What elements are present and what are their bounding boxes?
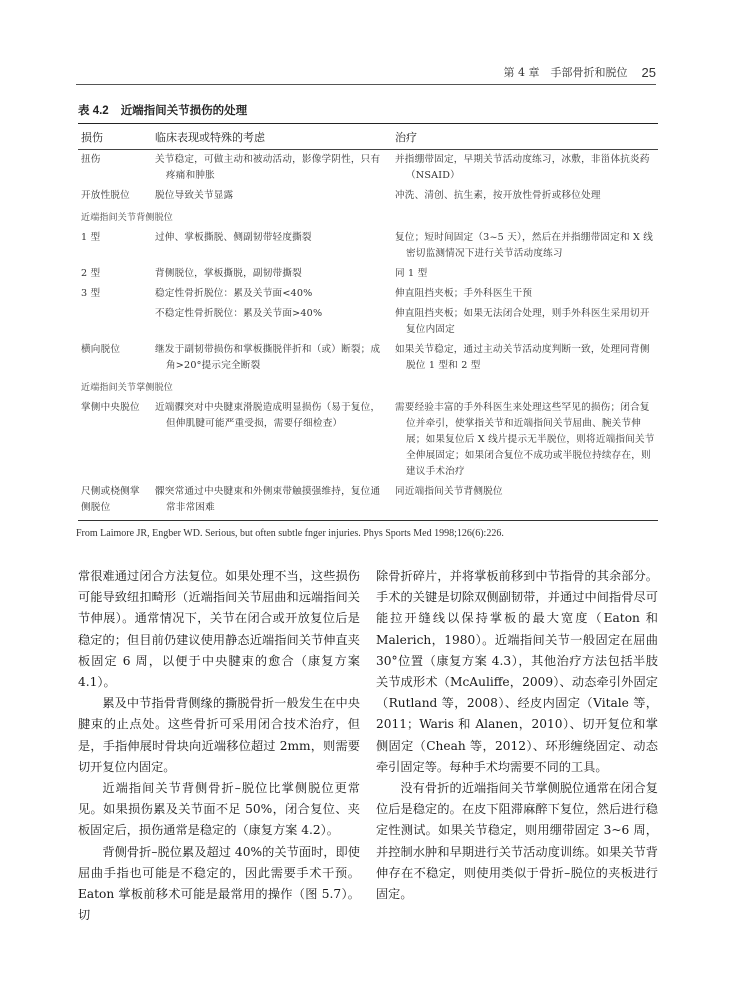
injury-cell: 扭伤 (81, 154, 101, 165)
clinical-cell: 背侧脱位，掌板撕脱，副韧带撕裂 (155, 268, 302, 279)
table-row (78, 228, 658, 264)
injury-cell: 横向脱位 (81, 344, 121, 355)
table-row (78, 340, 658, 376)
table-row (78, 398, 658, 482)
clinical-cell: 脱位导致关节显露 (155, 190, 234, 201)
paragraph: 背侧骨折–脱位累及超过 40%的关节面时，即使屈曲手指也可能是不稳定的，因此需要手术干预。Eaton 掌板前移术可能是最常用的操作（图 5.7）。切 (78, 844, 360, 923)
table-title: 近端指间关节损伤的处理 (120, 105, 248, 117)
table-body (78, 150, 658, 521)
table-row (78, 304, 658, 340)
column-header-injury: 损伤 (78, 124, 152, 150)
paragraph: 没有骨折的近端指间关节掌侧脱位通常在闭合复位后是稳定的。在皮下阻滞麻醉下复位，然后进行稳定性测试。如果关节稳定，则用绷带固定 3~6 周，并控制水肿和早期进行关节活动度训练。如果关节背伸存在不稳定，则使用类似于骨折–脱位的夹板进行固定。 (376, 781, 658, 902)
paragraph: 常很难通过闭合方法复位。如果处理不当，这些损伤可能导致纽扣畸形（近端指间关节屈曲和远端指间关节伸展）。通常情况下，关节在闭合或开放复位后是稳定的；但目前仍建议使用静态近端指间关节伸直夹板固定 6 周，以便于中央腱束的愈合（康复方案 4.1）。 (78, 569, 360, 690)
table-row (78, 186, 658, 206)
clinical-cell: 髁突常通过中央腱束和外侧束带触摸强维持，复位通常非常困难 (152, 482, 392, 521)
table-row (78, 150, 658, 187)
injury-cell: 3 型 (81, 288, 101, 299)
treatment-cell: 同 1 型 (395, 268, 428, 279)
table-source-note: From Laimore JR, Engber WD. Serious, but often subtle fnger injuries. Phys Sports Med 1998;126(6):226. (76, 528, 504, 539)
table-label: 表 4.2 (78, 105, 109, 117)
table-section-row (78, 376, 658, 398)
section-label: 近端指间关节掌侧脱位 (81, 383, 174, 393)
header-rule (76, 84, 656, 85)
table-row (78, 284, 658, 304)
treatment-cell: 冲洗、清创、抗生素，按开放性骨折或移位处理 (395, 190, 601, 201)
body-column-right (376, 566, 658, 905)
treatment-cell: 同近端指间关节背侧脱位 (392, 482, 658, 521)
body-column-left (78, 566, 360, 926)
paragraph: 累及中节指骨背侧缘的撕脱骨折一般发生在中央腱束的止点处。这些骨折可采用闭合技术治疗，但是，手指伸展时骨块向近端移位超过 2mm，则需要切开复位内固定。 (78, 696, 360, 774)
treatment-cell: 伸直阻挡夹板；如果无法闭合处理，则手外科医生采用切开复位内固定 (395, 308, 650, 335)
injury-cell: 2 型 (81, 268, 101, 279)
clinical-cell: 继发于副韧带损伤和掌板撕脱伴折和（或）断裂；成角>20°提示完全断裂 (155, 344, 381, 371)
chapter-title: 第 4 章 手部骨折和脱位 (503, 66, 628, 79)
treatment-cell: 并指绷带固定，早期关节活动度练习，冰敷，非甾体抗炎药（NSAID） (395, 154, 650, 181)
injury-cell: 尺侧或桡侧掌侧脱位 (78, 482, 152, 521)
clinical-cell: 关节稳定，可做主动和被动活动，影像学阴性，只有疼痛和肿胀 (155, 154, 381, 181)
injury-cell (78, 304, 152, 340)
column-header-treatment: 治疗 (392, 124, 658, 150)
treatment-cell: 如果关节稳定，通过主动关节活动度判断一致，处理同背侧脱位 1 型和 2 型 (395, 344, 650, 371)
treatment-cell: 复位；短时间固定（3~5 天），然后在并指绷带固定和 X 线密切监测情况下进行关节活动度练习 (395, 232, 654, 259)
table-row (78, 482, 658, 521)
clinical-cell: 稳定性骨折脱位：累及关节面<40% (155, 288, 313, 299)
table-caption (78, 102, 247, 118)
section-label: 近端指间关节背侧脱位 (81, 213, 174, 223)
injury-cell: 1 型 (81, 232, 101, 243)
column-header-clinical: 临床表现或特殊的考虑 (152, 124, 392, 150)
page-number: 25 (641, 64, 656, 80)
injury-table (78, 123, 658, 521)
treatment-cell: 伸直阻挡夹板；手外科医生干预 (395, 288, 533, 299)
clinical-cell: 近端髁突对中央腱束滑脱造成明显损伤（易于复位，但伸肌腱可能严重受损，需要仔细检查） (155, 402, 381, 429)
clinical-cell: 过伸、掌板撕脱、侧副韧带轻度撕裂 (155, 232, 312, 243)
treatment-cell: 需要经验丰富的手外科医生来处理这些罕见的损伤；闭合复位并牵引，使掌指关节和近端指间关节屈曲、腕关节伸展；如果复位后 X 线片提示无半脱位，则将近端指间关节全伸展固定；如果闭合复位不成功或半脱位持续存在，则建议手术治疗 (395, 402, 655, 477)
table-header-row (78, 124, 658, 150)
injury-cell: 掌侧中央脱位 (81, 402, 140, 413)
running-header (76, 62, 656, 82)
table-row (78, 264, 658, 284)
injury-cell: 开放性脱位 (81, 190, 130, 201)
paragraph: 除骨折碎片，并将掌板前移到中节指骨的其余部分。手术的关键是切除双侧副韧带，并通过中间指骨尽可能拉开缝线以保持掌板的最大宽度（Eaton 和 Malerich，1980）。近端指间关节一般固定在屈曲 30°位置（康复方案 4.3），其他治疗方法包括半肢关节成形术（McAuliffe，2009）、动态牵引外固定（Rutland 等，2008）、经皮内固定（Vitale 等，2011；Waris 和 Alanen，2010）、切开复位和掌侧固定（Cheah 等，2012）、环形缠绕固定、动态牵引固定等。每种手术均需要不同的工具。 (376, 569, 658, 774)
paragraph: 近端指间关节背侧骨折–脱位比掌侧脱位更常见。如果损伤累及关节面不足 50%，闭合复位、夹板固定后，损伤通常是稳定的（康复方案 4.2）。 (78, 781, 360, 838)
table-section-row (78, 206, 658, 228)
clinical-cell: 不稳定性骨折脱位：累及关节面>40% (155, 308, 323, 319)
